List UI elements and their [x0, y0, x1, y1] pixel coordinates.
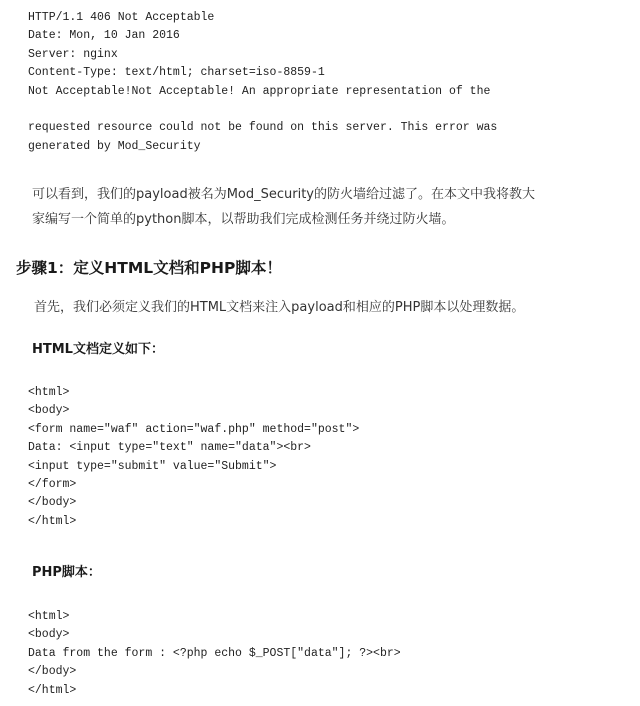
code-line: </form>	[28, 477, 77, 491]
code-line: Content-Type: text/html; charset=iso-8859-1	[28, 66, 325, 80]
html-definition-heading: HTML文档定义如下：	[32, 342, 164, 357]
code-line: </html>	[28, 514, 77, 528]
code-line: </body>	[28, 665, 77, 679]
code-line: <html>	[28, 386, 70, 399]
step1-paragraph: 首先，我们必须定义我们的HTML文档来注入payload和相应的PHP脚本以处理数据。	[34, 300, 525, 315]
php-code-block	[28, 608, 401, 700]
code-line: generated by Mod_Security	[28, 139, 201, 153]
code-line: Not Acceptable!Not Acceptable! An appropriate representation of the	[28, 84, 491, 98]
code-line: <body>	[28, 404, 70, 418]
html-code-block	[28, 384, 359, 531]
code-line: <form name="waf" action="waf.php" method="post">	[28, 422, 360, 436]
php-script-heading: PHP脚本：	[32, 565, 101, 580]
code-line: Data from the form : <?php echo $_POST["data"]; ?><br>	[28, 646, 401, 660]
code-line: HTTP/1.1 406 Not Acceptable	[28, 11, 215, 24]
step1-heading: 步骤1：定义HTML文档和PHP脚本！	[16, 259, 282, 277]
code-line: Data: <input type="text" name="data"><br>	[28, 441, 311, 455]
code-line: Server: nginx	[28, 47, 118, 61]
code-line: Date: Mon, 10 Jan 2016	[28, 29, 180, 43]
http-response-block	[28, 9, 497, 156]
intro-line-2: 家编写一个简单的python脚本，以帮助我们完成检测任务并绕过防火墙。	[32, 212, 455, 227]
code-line: requested resource could not be found on this server. This error was	[28, 121, 498, 135]
code-line: </html>	[28, 683, 77, 697]
code-line: </body>	[28, 496, 77, 510]
intro-paragraph	[32, 182, 632, 232]
code-line: <body>	[28, 628, 70, 642]
intro-line-1: 可以看到，我们的payload被名为Mod_Security的防火墙给过滤了。在本文中我将教大	[32, 187, 536, 202]
code-line: <html>	[28, 610, 70, 623]
code-line: <input type="submit" value="Submit">	[28, 459, 277, 473]
code-line	[28, 101, 497, 119]
